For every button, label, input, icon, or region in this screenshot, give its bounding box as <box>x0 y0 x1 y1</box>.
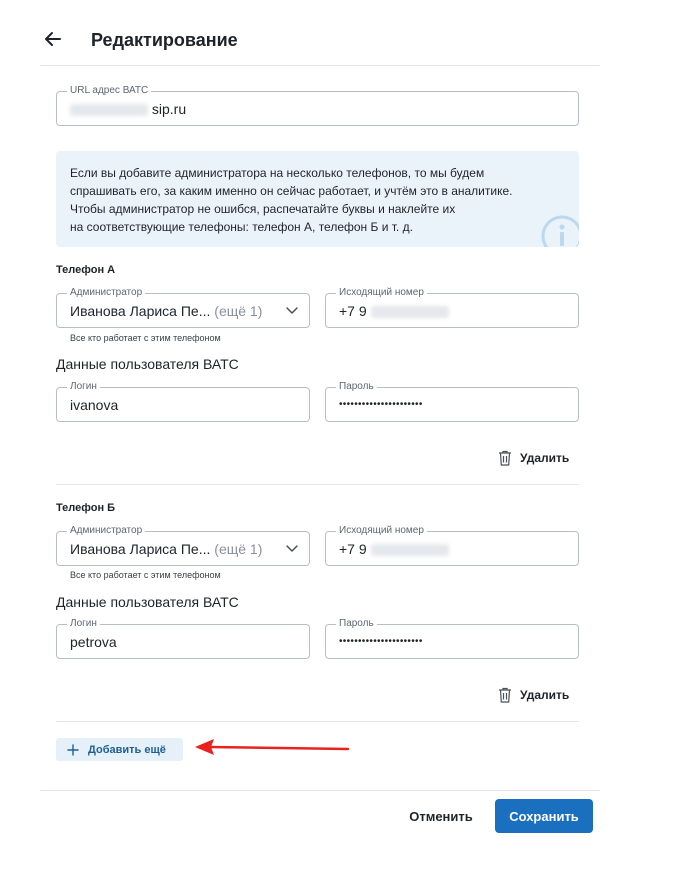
phone-b-delete-button[interactable] <box>498 685 569 705</box>
header <box>40 0 600 66</box>
phone-a-title: Телефон А <box>56 264 116 276</box>
admin-suffix: (ещё 1) <box>214 541 263 557</box>
vats-url-value: sip.ru <box>151 101 187 117</box>
admin-helper: Все кто работает с этим телефоном <box>70 333 221 343</box>
phone-b-outgoing-field[interactable] <box>325 525 579 566</box>
password-value: •••••••••••••••••••••• <box>339 399 423 410</box>
red-arrow-icon <box>190 735 352 761</box>
add-more-label: Добавить ещё <box>88 743 166 756</box>
phone-a-login-field[interactable] <box>56 381 310 422</box>
admin-helper: Все кто работает с этим телефоном <box>70 570 221 580</box>
footer-divider <box>40 790 600 791</box>
info-text: Если вы добавите администратора на несколько телефонов, то мы будем спрашивать его, за каким именно он сейчас работает, и учтём это в аналитике. Чтобы администратор не ошибся, распечатайте буквы и наклейте их на соответствующие телефоны: телефон А, телефон Б и т. д. <box>70 166 513 234</box>
user-data-title: Данные пользователя ВАТС <box>56 594 239 610</box>
phone-a-outgoing-field[interactable] <box>325 287 579 328</box>
trash-icon <box>498 687 512 703</box>
plus-icon <box>67 744 79 756</box>
login-value: ivanova <box>70 397 119 413</box>
admin-label: Администратор <box>67 525 145 537</box>
phone-b-title: Телефон Б <box>56 502 116 514</box>
delete-label: Удалить <box>520 688 570 702</box>
admin-suffix: (ещё 1) <box>214 303 263 319</box>
cancel-button[interactable]: Отменить <box>409 809 473 824</box>
login-label: Логин <box>67 618 100 630</box>
vats-url-label: URL адрес ВАТС <box>67 85 151 97</box>
password-value: •••••••••••••••••••••• <box>339 636 423 647</box>
admin-value: Иванова Лариса Пе... <box>70 303 211 319</box>
phone-b-password-field[interactable] <box>325 618 579 659</box>
add-more-button[interactable] <box>56 738 183 761</box>
save-button[interactable]: Сохранить <box>495 799 593 833</box>
info-box <box>56 151 579 247</box>
outgoing-label: Исходящий номер <box>336 287 427 299</box>
vats-url-field[interactable] <box>56 85 579 126</box>
arrow-left-icon <box>40 26 66 52</box>
divider <box>56 484 579 485</box>
admin-label: Администратор <box>67 287 145 299</box>
user-data-title: Данные пользователя ВАТС <box>56 356 239 372</box>
redacted-text <box>371 306 449 318</box>
login-value: petrova <box>70 634 117 650</box>
redacted-text <box>70 104 148 116</box>
phone-a-admin-select[interactable] <box>56 287 310 328</box>
phone-b-login-field[interactable] <box>56 618 310 659</box>
chevron-down-icon <box>285 541 299 555</box>
redacted-text <box>371 544 449 556</box>
page-title: Редактирование <box>91 30 238 50</box>
phone-b-admin-select[interactable] <box>56 525 310 566</box>
password-label: Пароль <box>336 618 377 630</box>
outgoing-label: Исходящий номер <box>336 525 427 537</box>
chevron-down-icon <box>285 303 299 317</box>
admin-value: Иванова Лариса Пе... <box>70 541 211 557</box>
login-label: Логин <box>67 381 100 393</box>
divider <box>56 721 579 722</box>
delete-label: Удалить <box>520 451 570 465</box>
password-label: Пароль <box>336 381 377 393</box>
outgoing-value: +7 9 <box>339 541 367 557</box>
outgoing-value: +7 9 <box>339 303 367 319</box>
phone-a-password-field[interactable] <box>325 381 579 422</box>
trash-icon <box>498 450 512 466</box>
info-icon <box>539 213 579 247</box>
phone-a-delete-button[interactable] <box>498 448 569 468</box>
back-button[interactable] <box>40 26 66 52</box>
